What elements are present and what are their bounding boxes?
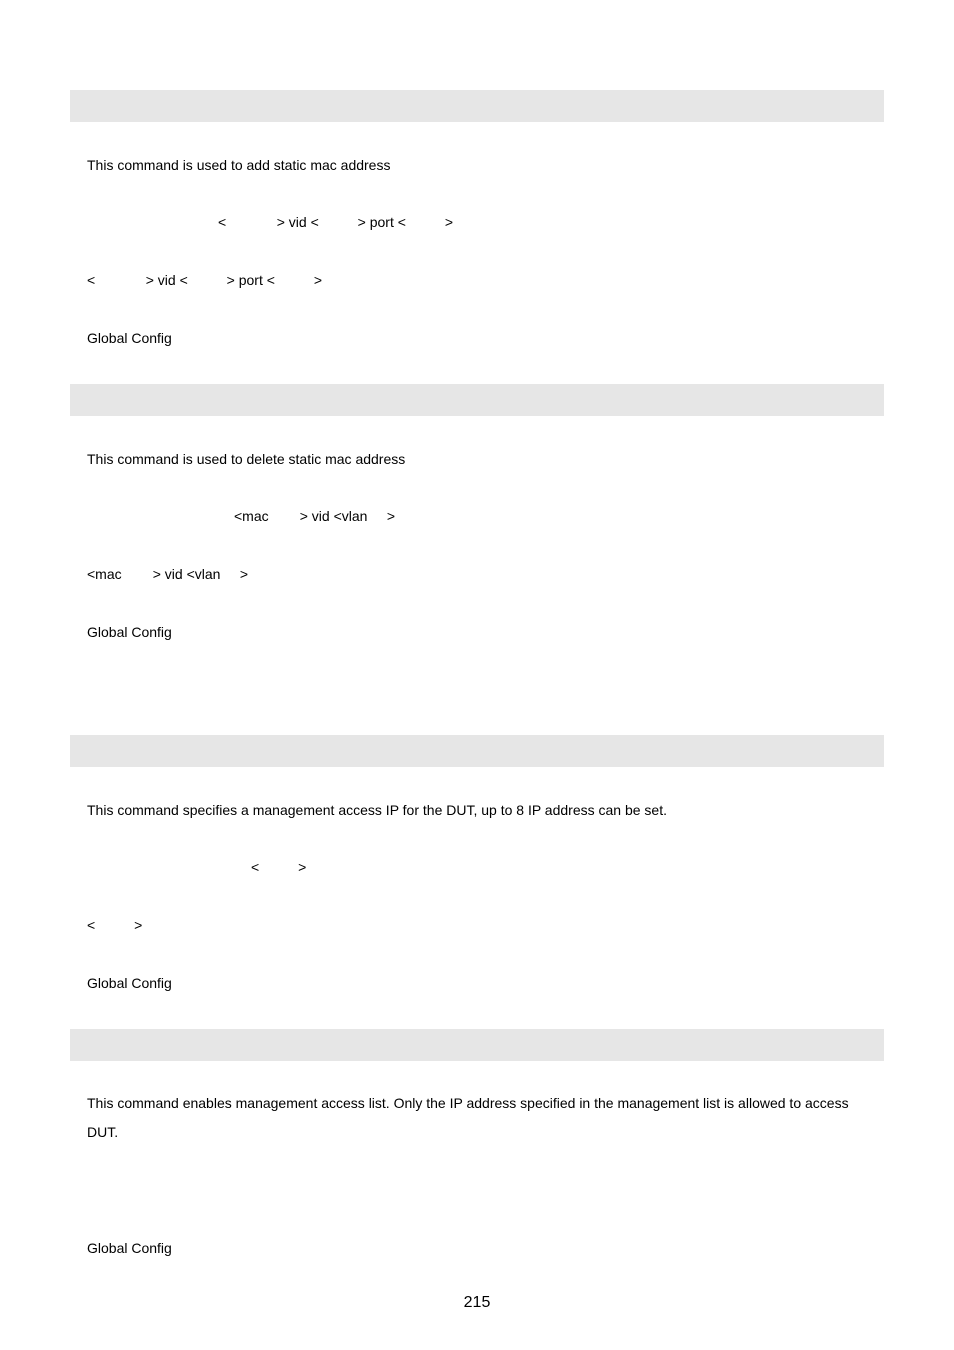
section-4-description: This command enables management access list. Only the IP address specified in the management list is allowed to access DUT.: [87, 1095, 849, 1140]
section-2-mode: Global Config: [87, 624, 172, 640]
section-2-syntax: <mac > vid <vlan >: [234, 508, 396, 524]
section-1-heading-bar: [70, 90, 884, 122]
section-1-parameters: < > vid < > port < >: [87, 272, 322, 288]
section-2-description: This command is used to delete static mac address: [87, 451, 406, 467]
page-number: 215: [463, 1294, 491, 1311]
section-1-description: This command is used to add static mac address: [87, 157, 391, 173]
section-3-heading-bar: [70, 735, 884, 767]
section-2-heading-bar: [70, 384, 884, 416]
section-4-mode: Global Config: [87, 1240, 172, 1256]
section-3-description: This command specifies a management access IP for the DUT, up to 8 IP address can be set.: [87, 802, 667, 818]
section-3-mode: Global Config: [87, 975, 172, 991]
section-1-syntax: < > vid < > port < >: [218, 214, 453, 230]
section-3-syntax: < >: [251, 859, 307, 875]
section-1-mode: Global Config: [87, 330, 172, 346]
section-2-parameters: <mac > vid <vlan >: [87, 566, 249, 582]
section-3-parameters: < >: [87, 917, 143, 933]
section-4-heading-bar: [70, 1029, 884, 1061]
